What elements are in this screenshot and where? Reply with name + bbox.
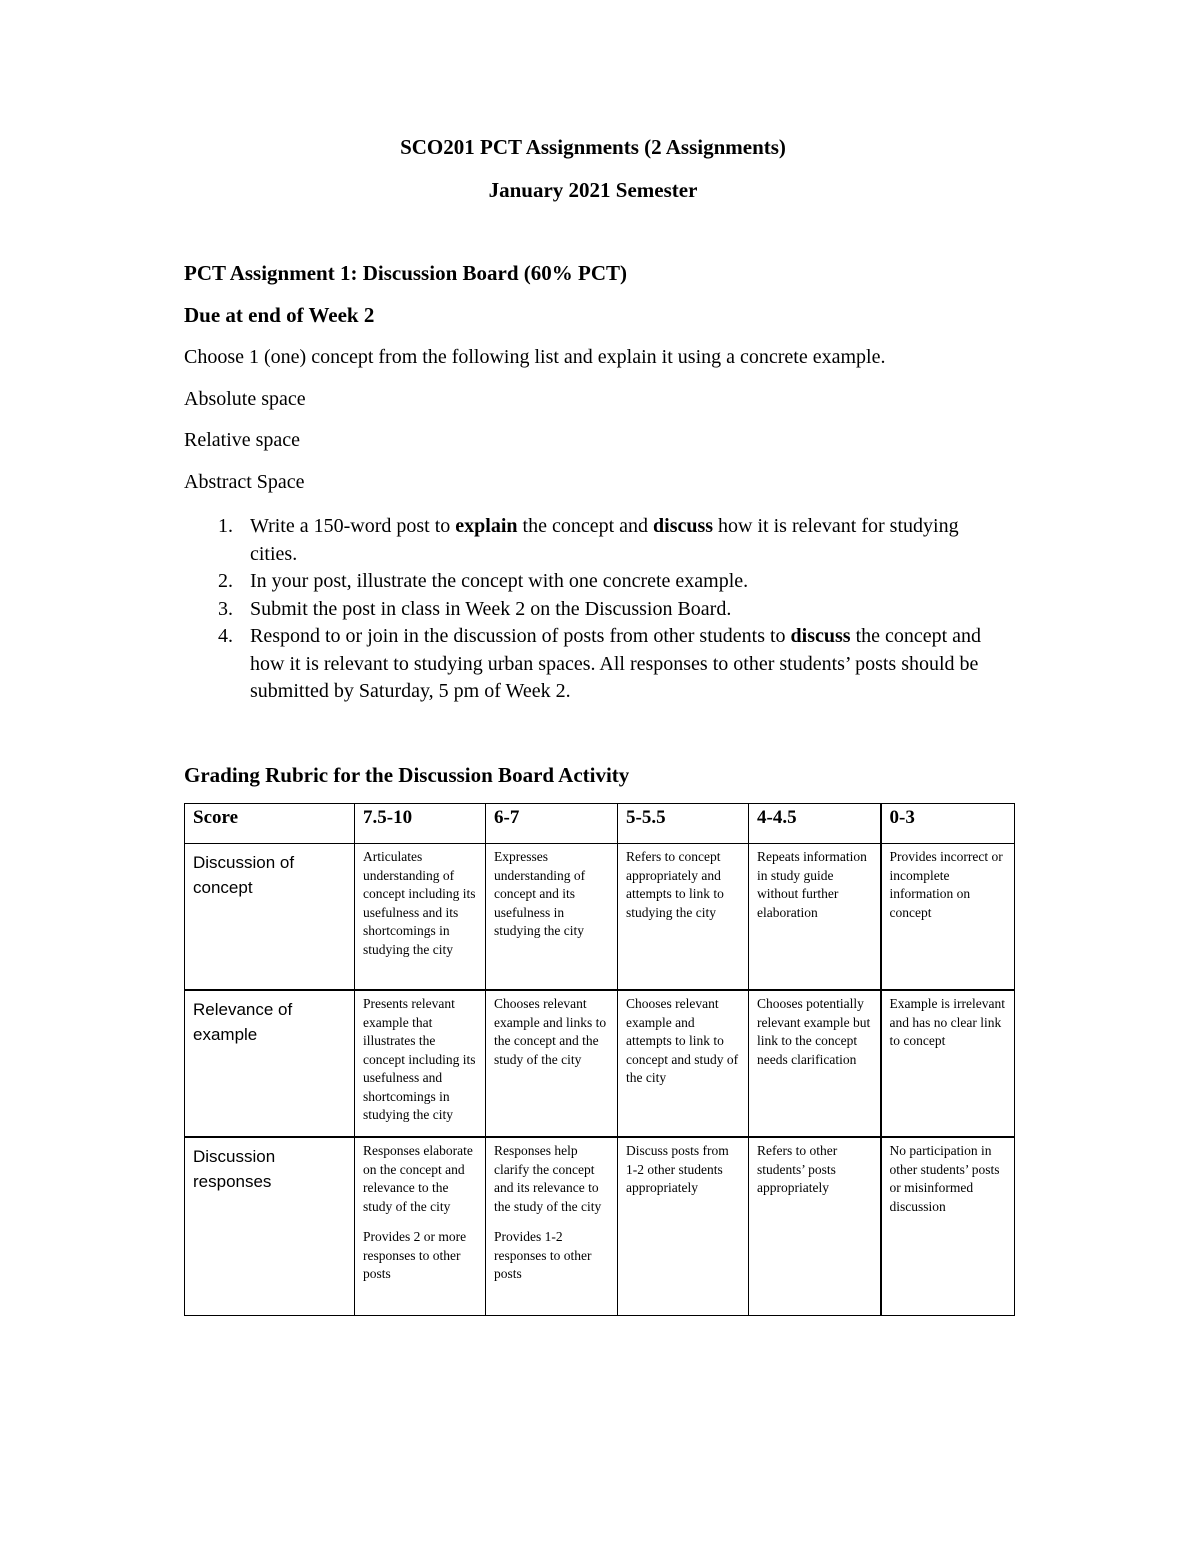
header-cell: 4-4.5 [749, 804, 881, 844]
table-row [185, 844, 1015, 991]
table-cell: Provides incorrect or incomplete information on concept [881, 844, 1015, 991]
table-cell: Expresses understanding of concept and its usefulness in studying the city [486, 844, 618, 991]
row-label: Discussion responses [185, 1137, 355, 1316]
table-cell: Chooses potentially relevant example but link to the concept needs clarification [749, 990, 881, 1137]
rubric-heading: Grading Rubric for the Discussion Board Activity [184, 763, 630, 787]
table-cell [355, 1137, 486, 1316]
row-label: Discussion of concept [185, 844, 355, 991]
instruction-text: Submit the post in class in Week 2 on the Discussion Board. [250, 597, 732, 620]
instruction-number: 4. [218, 625, 233, 647]
grading-rubric-table [184, 803, 1015, 1316]
concept-item: Absolute space [184, 388, 306, 410]
table-header-row [185, 804, 1015, 844]
concept-item: Relative space [184, 429, 301, 451]
instruction-emphasis: discuss [790, 625, 851, 647]
instruction-item [184, 596, 984, 624]
assignment-heading: PCT Assignment 1: Discussion Board (60% PCT) [184, 261, 627, 285]
table-cell: Chooses relevant example and links to the concept and the study of the city [486, 990, 618, 1137]
table-cell [486, 1137, 618, 1316]
cell-text: Provides 1-2 responses to other posts [494, 1229, 592, 1281]
table-cell: No participation in other students’ posts or misinformed discussion [881, 1137, 1015, 1316]
table-cell: Example is irrelevant and has no clear link to concept [881, 990, 1015, 1137]
header-cell: 0-3 [881, 804, 1015, 844]
instruction-emphasis: discuss [653, 515, 714, 537]
table-cell: Discuss posts from 1-2 other students appropriately [618, 1137, 749, 1316]
document-title: SCO201 PCT Assignments (2 Assignments) [400, 135, 786, 159]
instruction-list [184, 513, 984, 706]
instruction-text: how it is relevant for studying cities. [250, 515, 959, 565]
instruction-text: Respond to or join in the discussion of posts from other students to [250, 625, 791, 647]
instruction-item [184, 568, 984, 596]
instruction-text: the concept and how it is relevant to studying urban spaces. All responses to other students’ posts should be submitted by Saturday, 5 pm of Week 2. [250, 625, 982, 702]
instruction-item [184, 513, 984, 568]
table-cell: Articulates understanding of concept including its usefulness and its shortcomings in studying the city [355, 844, 486, 991]
concept-item: Abstract Space [184, 471, 305, 493]
document-subtitle: January 2021 Semester [488, 178, 698, 202]
table-cell: Presents relevant example that illustrates the concept including its usefulness and shortcomings in studying the city [355, 990, 486, 1137]
header-cell: Score [185, 804, 355, 844]
table-row [185, 1137, 1015, 1316]
table-cell: Refers to other students’ posts appropriately [749, 1137, 881, 1316]
instruction-text: the concept and [517, 515, 654, 537]
header-cell: 7.5-10 [355, 804, 486, 844]
table-cell: Chooses relevant example and attempts to link to concept and study of the city [618, 990, 749, 1137]
table-row [185, 990, 1015, 1137]
header-cell: 5-5.5 [618, 804, 749, 844]
intro-text: Choose 1 (one) concept from the following list and explain it using a concrete example. [184, 346, 886, 368]
table-cell: Repeats information in study guide without further elaboration [749, 844, 881, 991]
instruction-number: 3. [218, 597, 233, 620]
header-cell: 6-7 [486, 804, 618, 844]
row-label: Relevance of example [185, 990, 355, 1137]
instruction-text: Write a 150-word post to [250, 515, 456, 537]
due-date: Due at end of Week 2 [184, 303, 375, 327]
instruction-number: 2. [218, 570, 233, 592]
table-cell: Refers to concept appropriately and attempts to link to studying the city [618, 844, 749, 991]
instruction-item [184, 623, 984, 706]
cell-text: Responses elaborate on the concept and relevance to the study of the city [363, 1143, 473, 1214]
instruction-text: In your post, illustrate the concept with one concrete example. [250, 570, 749, 592]
cell-text: Provides 2 or more responses to other posts [363, 1229, 467, 1281]
instruction-number: 1. [218, 515, 233, 537]
instruction-emphasis: explain [455, 515, 518, 537]
cell-text: Responses help clarify the concept and its relevance to the study of the city [494, 1143, 602, 1214]
